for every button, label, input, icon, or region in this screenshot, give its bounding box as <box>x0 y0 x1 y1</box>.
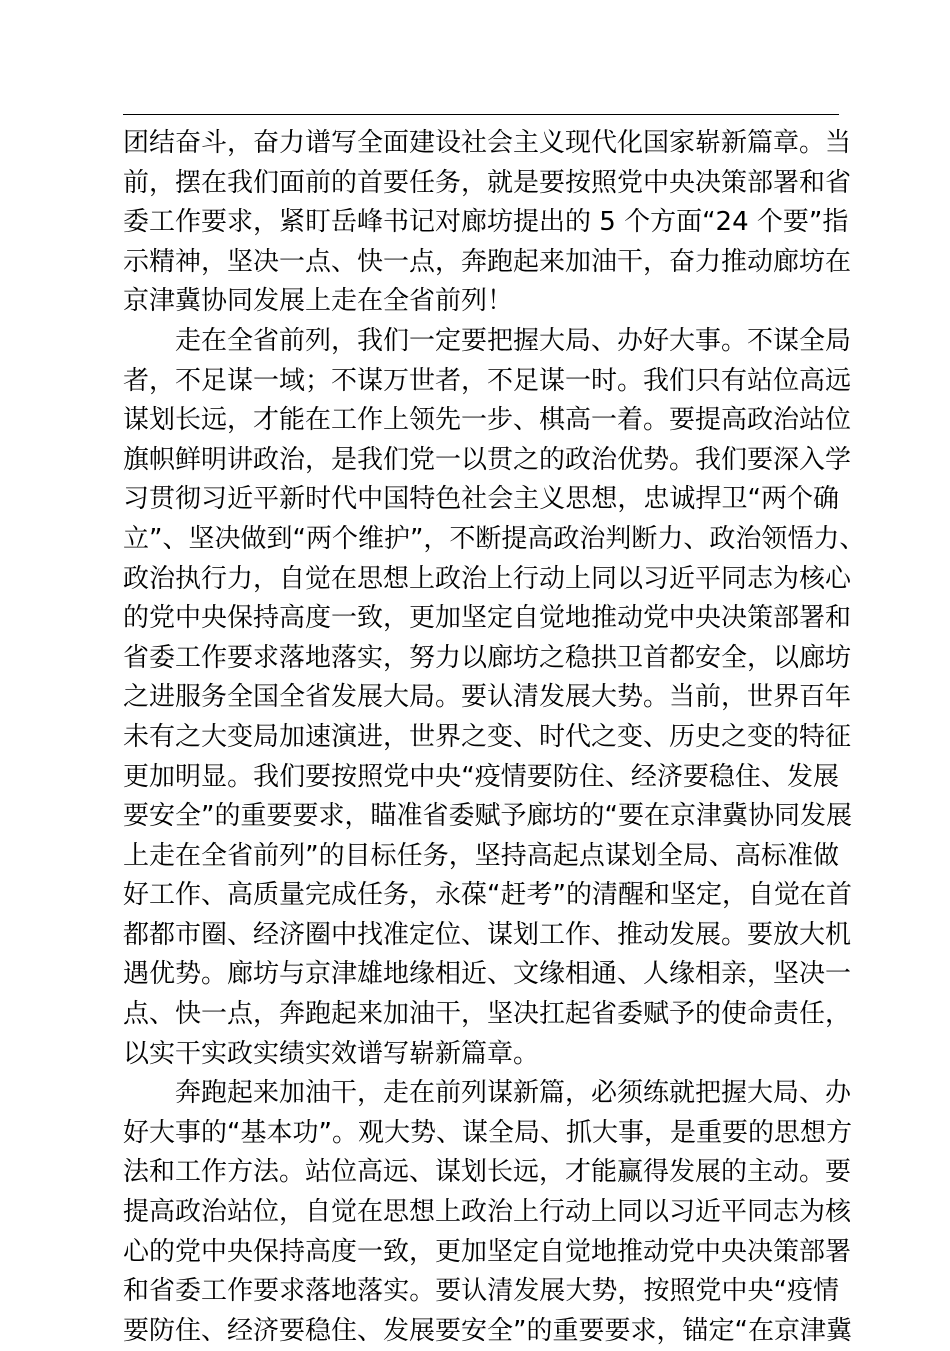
text-line: 好大事的“基本功”。观大势、谋全局、抓大事，是重要的思想方 <box>123 1117 852 1148</box>
text-line: 委工作要求，紧盯岳峰书记对廊坊提出的 5 个方面“24 个要”指 <box>123 207 849 238</box>
text-line: 遇优势。廊坊与京津雄地缘相近、文缘相通、人缘相亲，坚决一 <box>123 959 852 990</box>
text-line: 立”、坚决做到“两个维护”，不断提高政治判断力、政治领悟力、 <box>123 523 866 554</box>
text-line: 要防住、经济要稳住、发展要安全”的重要要求，锚定“在京津冀 <box>123 1315 852 1346</box>
text-line: 都都市圈、经济圈中找准定位、谋划工作、推动发展。要放大机 <box>123 919 852 950</box>
text-line: 习贯彻习近平新时代中国特色社会主义思想，忠诚捍卫“两个确 <box>123 484 839 515</box>
text-line: 未有之大变局加速演进，世界之变、时代之变、历史之变的特征 <box>123 721 852 752</box>
text-line: 心的党中央保持高度一致，更加坚定自觉地推动党中央决策部署 <box>123 1236 852 1267</box>
paragraph-first-line: 奔跑起来加油干，走在前列谋新篇，必须练就把握大局、办 <box>175 1078 852 1109</box>
text-line: 谋划长远，才能在工作上领先一步、棋高一着。要提高政治站位 <box>123 405 852 436</box>
text-line: 示精神，坚决一点、快一点，奔跑起来加油干，奋力推动廊坊在 <box>123 246 852 277</box>
text-line: 的党中央保持高度一致，更加坚定自觉地推动党中央决策部署和 <box>123 603 852 634</box>
text-line: 提高政治站位，自觉在思想上政治上行动上同以习近平同志为核 <box>123 1197 852 1228</box>
text-line: 好工作、高质量完成任务，永葆“赶考”的清醒和坚定，自觉在首 <box>123 880 852 911</box>
paragraph-first-line: 走在全省前列，我们一定要把握大局、办好大事。不谋全局 <box>175 325 852 356</box>
text-line: 和省委工作要求落地落实。要认清发展大势，按照党中央“疫情 <box>123 1276 839 1307</box>
text-line: 之进服务全国全省发展大局。要认清发展大势。当前，世界百年 <box>123 682 852 713</box>
text-line: 前，摆在我们面前的首要任务，就是要按照党中央决策部署和省 <box>123 167 852 198</box>
text-line: 更加明显。我们要按照党中央“疫情要防住、经济要稳住、发展 <box>123 761 839 792</box>
text-line: 法和工作方法。站位高远、谋划长远，才能赢得发展的主动。要 <box>123 1157 852 1188</box>
text-line: 京津冀协同发展上走在全省前列！ <box>123 286 514 317</box>
text-line: 团结奋斗，奋力谱写全面建设社会主义现代化国家崭新篇章。当 <box>123 128 852 158</box>
text-line: 要安全”的重要要求，瞄准省委赋予廊坊的“要在京津冀协同发展 <box>123 801 852 832</box>
text-line: 上走在全省前列”的目标任务，坚持高起点谋划全局、高标准做 <box>123 840 839 871</box>
text-line: 省委工作要求落地落实，努力以廊坊之稳拱卫首都安全，以廊坊 <box>123 642 852 673</box>
text-line: 政治执行力，自觉在思想上政治上行动上同以习近平同志为核心 <box>123 563 852 594</box>
text-line: 点、快一点，奔跑起来加油干，坚决扛起省委赋予的使命责任， <box>123 999 852 1030</box>
body-text <box>123 124 866 1351</box>
text-line: 者，不足谋一域；不谋万世者，不足谋一时。我们只有站位高远 <box>123 365 852 396</box>
text-line: 以实干实政实绩实效谱写崭新篇章。 <box>123 1038 540 1069</box>
header-rule <box>123 114 839 115</box>
text-line: 旗帜鲜明讲政治，是我们党一以贯之的政治优势。我们要深入学 <box>123 444 852 475</box>
